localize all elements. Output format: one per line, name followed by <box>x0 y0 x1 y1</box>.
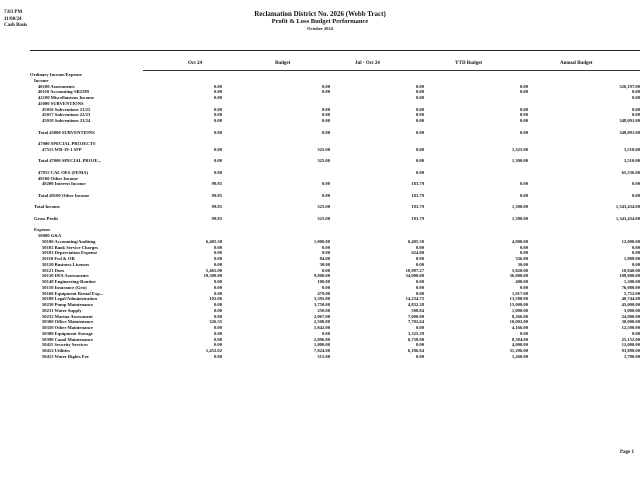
row-label: 50103 Depreciation Expense <box>42 250 98 256</box>
row-amount: 0.00 <box>519 89 528 95</box>
row-amount: 0.00 <box>519 112 528 118</box>
row-amount: 1,000.00 <box>313 238 330 244</box>
row-amount: 0.00 <box>519 244 528 250</box>
row-amount: 3,395.00 <box>313 296 330 302</box>
row-amount: 3,510.00 <box>623 146 640 152</box>
row-amount: 0.00 <box>213 313 222 319</box>
row-amount: 25,152.00 <box>621 336 640 342</box>
row-amount: 7,000.00 <box>407 313 424 319</box>
row-amount: 4,000.00 <box>511 238 528 244</box>
row-amount: 65,536.00 <box>621 169 640 175</box>
row-amount: 5,752.00 <box>623 290 640 296</box>
row-amount: 6,758.00 <box>407 336 424 342</box>
row-amount: 0.00 <box>213 250 222 256</box>
row-amount: 0.00 <box>213 353 222 359</box>
row-label: 40110 Accounting-SB2389 <box>38 89 89 95</box>
row-amount: 0.00 <box>213 158 222 164</box>
row-amount: 0.00 <box>321 129 330 135</box>
row-amount: 24,800.00 <box>621 313 640 319</box>
row-amount: 0.00 <box>415 256 424 261</box>
column-header-oct: Oct 24 <box>188 61 203 66</box>
row-amount: 348,091.00 <box>619 118 640 123</box>
row-amount: 0.00 <box>415 118 424 123</box>
row-amount: 84.00 <box>319 256 330 261</box>
row-amount: 93,888.00 <box>621 348 640 353</box>
row-amount: 0.00 <box>519 129 528 135</box>
row-amount: 99.85 <box>211 215 222 221</box>
row-amount: 0.00 <box>213 284 222 290</box>
row-label: Total 49100 Other Income <box>38 192 90 198</box>
column-header-divider <box>143 70 640 71</box>
row-label: 50102 Bank Service Charges <box>42 244 99 250</box>
row-amount: 0.00 <box>321 181 330 187</box>
row-amount: 6,405.30 <box>407 238 424 244</box>
row-amount: 15,000.00 <box>509 302 528 307</box>
row-amount: 0.00 <box>631 244 640 250</box>
column-header-jul-oct: Jul - Oct 24 <box>355 61 380 66</box>
row-amount: 7,824.00 <box>313 348 330 353</box>
row-amount: 6,186.84 <box>407 348 424 353</box>
row-amount: 14,234.75 <box>405 296 424 302</box>
row-amount: 2,096.00 <box>313 336 330 342</box>
row-label: 50000 G&A <box>38 233 62 238</box>
row-label: 50160 Equipment Rental Exp... <box>42 290 104 296</box>
row-amount: 9,000.00 <box>313 273 330 279</box>
row-label: 50232 Marina Assessment <box>42 313 93 319</box>
row-amount: 19,300.00 <box>203 273 222 279</box>
row-amount: 250.00 <box>317 307 330 313</box>
row-amount: 1,300.00 <box>511 215 528 221</box>
row-amount: 0.00 <box>415 95 424 100</box>
row-amount: 3,780.00 <box>623 353 640 359</box>
row-amount: 0.00 <box>519 330 528 336</box>
row-amount: 10,002.00 <box>509 319 528 325</box>
row-amount: 1,325.00 <box>511 146 528 152</box>
row-amount: 0.00 <box>321 118 330 123</box>
row-amount: 0.00 <box>213 302 222 307</box>
report-rows <box>0 72 640 360</box>
row-amount: 0.00 <box>213 95 222 100</box>
row-amount: 0.00 <box>213 290 222 296</box>
row-amount: 0.00 <box>631 95 640 100</box>
row-amount: 0.00 <box>213 106 222 112</box>
row-amount: 8,266.00 <box>511 313 528 319</box>
row-label: 47000 SPECIAL PROJECTS <box>38 141 96 146</box>
row-amount: 1,452.02 <box>205 348 222 353</box>
row-amount: 508.84 <box>411 307 424 313</box>
row-label: 50120 Business Licenses <box>42 261 90 267</box>
row-amount: 0.00 <box>213 261 222 267</box>
row-amount: 400.00 <box>515 279 528 284</box>
row-amount: 0.00 <box>415 284 424 290</box>
row-label: Total Income <box>34 204 60 210</box>
row-label: 50380 Equipment Storage <box>42 330 93 336</box>
row-amount: 0.00 <box>519 192 528 198</box>
row-amount: 0.00 <box>321 112 330 118</box>
row-amount: 0.00 <box>631 261 640 267</box>
row-amount: 0.00 <box>321 244 330 250</box>
row-amount: 30.00 <box>517 261 528 267</box>
row-amount: 1,300.00 <box>511 204 528 210</box>
row-amount: 12,000.00 <box>621 342 640 348</box>
row-amount: 10,987.27 <box>405 267 424 273</box>
row-amount: 479.00 <box>317 290 330 296</box>
row-amount: 0.00 <box>415 290 424 296</box>
row-label: 50121 Dues <box>42 267 65 273</box>
row-amount: 7,702.64 <box>407 319 424 325</box>
row-amount: 4,000.00 <box>511 342 528 348</box>
row-amount: 0.00 <box>415 279 424 284</box>
row-amount: 102.06 <box>209 296 222 302</box>
column-headers <box>0 61 640 70</box>
row-amount: 0.00 <box>631 89 640 95</box>
row-amount: 30.00 <box>319 261 330 267</box>
row-amount: 0.00 <box>519 118 528 123</box>
row-amount: 1,000.00 <box>313 342 330 348</box>
row-amount: 315.00 <box>317 353 330 359</box>
row-amount: 0.00 <box>213 146 222 152</box>
row-amount: 1,343,434.00 <box>615 204 640 210</box>
row-amount: 325.00 <box>317 158 330 164</box>
row-amount: 5,465.00 <box>205 267 222 273</box>
row-label: Gross Profit <box>34 215 58 221</box>
row-amount: 0.00 <box>213 118 222 123</box>
row-amount: 12,000.00 <box>621 238 640 244</box>
row-amount: 0.00 <box>415 261 424 267</box>
row-amount: 0.00 <box>631 330 640 336</box>
row-amount: 336.00 <box>515 256 528 261</box>
row-amount: 31,296.00 <box>509 348 528 353</box>
row-amount: 4,832.38 <box>407 302 424 307</box>
row-amount: 325.00 <box>317 215 330 221</box>
row-label: 50390 Canal Maintenance <box>42 336 94 342</box>
row-label: 45017 Subventions 22/23 <box>42 112 91 118</box>
report-title: Reclamation District No. 2026 (Webb Tract) <box>254 10 386 18</box>
row-amount: 0.00 <box>415 244 424 250</box>
row-amount: 1,042.00 <box>313 325 330 330</box>
row-amount: 0.00 <box>213 307 222 313</box>
row-amount: 0.00 <box>415 83 424 89</box>
row-amount: 100.00 <box>317 279 330 284</box>
row-amount: 0.00 <box>519 106 528 112</box>
row-amount: 0.00 <box>415 146 424 152</box>
row-amount: 0.00 <box>213 244 222 250</box>
row-amount: 0.00 <box>213 112 222 118</box>
row-amount: 0.00 <box>321 284 330 290</box>
row-label: 50300 Office Maintenance <box>42 319 94 325</box>
row-amount: 0.00 <box>631 250 640 256</box>
row-amount: 624.00 <box>411 250 424 256</box>
row-amount: 8,384.00 <box>511 336 528 342</box>
row-amount: 99.85 <box>211 181 222 187</box>
page-number: Page 1 <box>619 450 634 455</box>
row-label: 50415 Water Rights Fee <box>42 353 89 359</box>
row-label: 49100 Other Income <box>38 175 78 181</box>
row-amount: 10,040.00 <box>621 267 640 273</box>
row-amount: 6,405.30 <box>205 238 222 244</box>
row-amount: 0.00 <box>415 158 424 164</box>
row-label: 50140 Engineering-Routine <box>42 279 96 284</box>
column-header-ytd-budget: YTD Budget <box>455 61 483 66</box>
row-amount: 0.00 <box>415 112 424 118</box>
row-amount: 0.00 <box>321 330 330 336</box>
row-amount: 326,197.00 <box>619 83 640 89</box>
row-amount: 0.00 <box>631 192 640 198</box>
row-label: 50350 Other Maintenance <box>42 325 93 330</box>
row-amount: 36,000.00 <box>509 273 528 279</box>
row-label: Total 45000 SUBVENTIONS <box>38 129 95 135</box>
row-amount: 13,580.00 <box>509 296 528 302</box>
row-amount: 348,091.00 <box>619 129 640 135</box>
row-amount: 30,000.00 <box>621 319 640 325</box>
row-amount: 325.00 <box>317 204 330 210</box>
row-label: 42100 Miscellaneous Income <box>38 95 94 100</box>
row-amount: 1,008.00 <box>623 256 640 261</box>
row-label: Income <box>34 77 49 83</box>
row-amount: 0.00 <box>415 353 424 359</box>
row-label: 49200 Interest Income <box>42 181 86 187</box>
report-basis: Cash Basis <box>4 23 28 28</box>
row-amount: 325.00 <box>317 146 330 152</box>
row-amount: 183.79 <box>411 215 424 221</box>
row-amount: 1,200.00 <box>623 279 640 284</box>
row-amount: 0.00 <box>213 89 222 95</box>
row-label: Expense <box>34 227 51 233</box>
row-amount: 3,510.00 <box>623 158 640 164</box>
row-amount: 0.00 <box>213 129 222 135</box>
row-amount: 326.35 <box>209 319 222 325</box>
row-amount: 0.00 <box>213 169 222 175</box>
row-amount: 0.00 <box>213 256 222 261</box>
row-amount: 4,166.00 <box>511 325 528 330</box>
report-period: October 2024 <box>307 26 333 31</box>
row-amount: 183.79 <box>411 192 424 198</box>
row-amount: 45,000.00 <box>621 302 640 307</box>
row-label: 45016 Subventions 21/22 <box>42 106 91 112</box>
report-date: 11/08/24 <box>4 16 22 22</box>
row-amount: 12,500.00 <box>621 325 640 330</box>
row-amount: 1,343,434.00 <box>615 215 640 221</box>
row-amount: 0.00 <box>213 342 222 348</box>
row-amount: 40,744.00 <box>621 296 640 302</box>
row-label: 45018 Subventions 23/24 <box>42 118 91 123</box>
row-amount: 0.00 <box>321 250 330 256</box>
row-amount: 2,067.00 <box>313 313 330 319</box>
row-amount: 0.00 <box>519 181 528 187</box>
row-amount: 0.00 <box>415 342 424 348</box>
row-label: Ordinary Income/Expense <box>30 72 82 77</box>
row-amount: 0.00 <box>321 267 330 273</box>
row-amount: 99.85 <box>211 192 222 198</box>
header-divider <box>30 50 640 51</box>
row-amount: 0.00 <box>631 112 640 118</box>
row-amount: 0.00 <box>415 129 424 135</box>
row-amount: 0.00 <box>213 336 222 342</box>
row-amount: 1,260.00 <box>511 353 528 359</box>
row-amount: 0.00 <box>631 181 640 187</box>
row-amount: 54,000.00 <box>405 273 424 279</box>
row-amount: 3,325.29 <box>407 330 424 336</box>
row-label: 50411 Security Services <box>42 342 88 348</box>
report-heading <box>0 10 640 32</box>
report-row <box>0 354 640 360</box>
row-label: 40100 Assessments <box>38 83 75 89</box>
row-amount: 0.00 <box>631 106 640 112</box>
row-label: 50412 Utilities <box>42 348 70 353</box>
row-amount: 0.00 <box>321 89 330 95</box>
row-amount: 0.00 <box>321 106 330 112</box>
row-label: 50110 Fed & OR <box>42 256 75 261</box>
row-amount: 0.00 <box>321 192 330 198</box>
row-amount: 0.00 <box>519 284 528 290</box>
report-time: 7:03 PM <box>4 10 23 15</box>
row-amount: 0.00 <box>321 83 330 89</box>
row-amount: 2,500.00 <box>313 319 330 325</box>
row-label: 47815 CAL OES (FEMA) <box>38 169 89 175</box>
row-amount: 0.00 <box>415 106 424 112</box>
row-label: 50150 Insurance (Gen) <box>42 284 87 290</box>
row-amount: 0.00 <box>415 325 424 330</box>
row-label: Total 47000 SPECIAL PROJE... <box>38 158 102 164</box>
row-amount: 183.79 <box>411 181 424 187</box>
row-amount: 3,750.00 <box>313 302 330 307</box>
row-amount: 0.00 <box>213 279 222 284</box>
column-header-budget: Budget <box>275 61 291 66</box>
row-amount: 0.00 <box>213 330 222 336</box>
row-amount: 76,080.00 <box>621 284 640 290</box>
row-amount: 1,917.00 <box>511 290 528 296</box>
row-amount: 0.00 <box>213 83 222 89</box>
row-amount: 0.00 <box>415 89 424 95</box>
row-amount: 1,300.00 <box>511 158 528 164</box>
row-amount: 0.00 <box>415 169 424 175</box>
row-label: 47515 WR-19-1 SFP <box>42 146 82 152</box>
column-header-annual-budget: Annual Budget <box>560 61 593 66</box>
row-amount: 0.00 <box>519 250 528 256</box>
row-amount: 1,000.00 <box>511 307 528 313</box>
row-label: 50230 Pump Maintenance <box>42 302 94 307</box>
row-amount: 0.00 <box>213 325 222 330</box>
row-amount: 3,000.00 <box>623 307 640 313</box>
row-label: 50180 Legal/Administration <box>42 296 97 302</box>
row-label: 50100 Accounting/Auditing <box>42 238 96 244</box>
row-amount: 108,000.00 <box>619 273 640 279</box>
row-label: 50130 DFA Assessments <box>42 273 89 279</box>
row-amount: 183.79 <box>411 204 424 210</box>
row-amount: 99.85 <box>211 204 222 210</box>
report-subtitle: Profit & Loss Budget Performance <box>271 18 369 25</box>
row-label: 45000 SUBVENTIONS <box>38 100 84 106</box>
row-amount: 0.00 <box>519 83 528 89</box>
row-amount: 5,020.00 <box>511 267 528 273</box>
row-label: 50231 Water Supply <box>42 307 82 313</box>
